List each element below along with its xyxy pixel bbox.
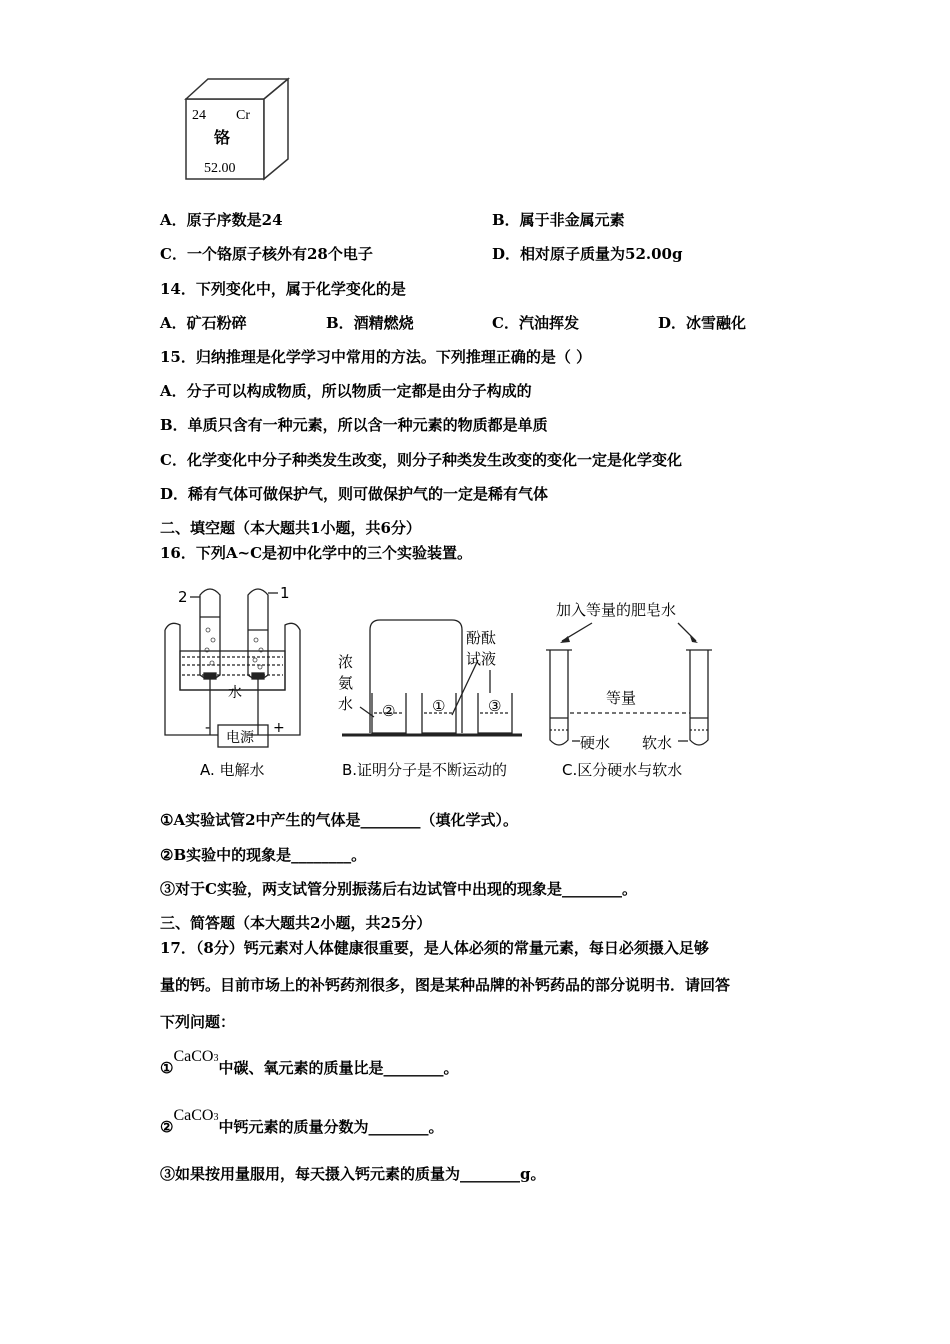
formula-subscript: 3 — [213, 1112, 219, 1123]
beaker-1-label: ① — [432, 697, 446, 715]
power-source-label: 电源 — [226, 730, 254, 746]
q17-part1 — [160, 1048, 459, 1081]
q17-line3: 下列问题： — [160, 1013, 236, 1031]
ammonia-char-1: 浓 — [338, 653, 354, 671]
element-name: 铬 — [214, 128, 231, 147]
q17-part2-number: ② — [160, 1118, 174, 1136]
chromium-element-card — [180, 75, 295, 185]
caco3-formula-2 — [173, 1107, 218, 1124]
q13-option-b: B．属于非金属元素 — [492, 211, 625, 229]
q15-option-b: B．单质只含有一种元素，所以含一种元素的物质都是单质 — [160, 416, 548, 434]
q14-option-a: A．矿石粉碎 — [160, 314, 247, 332]
tube-2-label: 2 — [178, 588, 188, 606]
q17-part2 — [160, 1107, 444, 1140]
soap-water-label: 加入等量的肥皂水 — [556, 601, 677, 619]
formula-main: CaCO — [173, 1048, 214, 1065]
q15-option-a: A．分子可以构成物质，所以物质一定都是由分子构成的 — [160, 382, 532, 400]
q17-part1-number: ① — [160, 1059, 174, 1077]
q16-part1: ①A实验试管2中产生的气体是________（填化学式）。 — [160, 811, 519, 829]
q13-option-d: D．相对原子质量为52.00g — [492, 245, 683, 263]
beaker-2-label: ② — [382, 702, 396, 720]
element-symbol: Cr — [236, 108, 250, 123]
q14-stem: 14．下列变化中，属于化学变化的是 — [160, 280, 406, 298]
experiment-figure — [160, 575, 720, 785]
formula-subscript: 3 — [213, 1053, 219, 1064]
caco3-formula-1 — [173, 1048, 218, 1065]
phenolphthalein-line-1: 酚酞 — [466, 629, 497, 647]
q17-line2: 量的钙。目前市场上的补钙药剂很多，图是某种品牌的补钙药品的部分说明书．请回答 — [160, 976, 731, 994]
q16-stem: 16．下列A~C是初中化学中的三个实验装置。 — [160, 544, 473, 562]
element-number: 24 — [192, 108, 206, 123]
section2-title: 二、填空题（本大题共1小题，共6分） — [160, 519, 421, 537]
q17-part2-text: 中钙元素的质量分数为________。 — [218, 1118, 444, 1136]
caption-b: B.证明分子是不断运动的 — [342, 761, 508, 779]
tube-1-label: 1 — [280, 584, 290, 602]
negative-label: - — [205, 720, 211, 736]
caption-c: C.区分硬水与软水 — [562, 761, 683, 779]
q17-part1-text: 中碳、氧元素的质量比是________。 — [218, 1059, 459, 1077]
phenolphthalein-line-2: 试液 — [466, 650, 497, 668]
q15-option-d: D．稀有气体可做保护气，则可做保护气的一定是稀有气体 — [160, 485, 549, 503]
soft-water-label: 软水 — [642, 734, 673, 752]
q14-option-d: D．冰雪融化 — [658, 314, 747, 332]
q16-part2: ②B实验中的现象是________。 — [160, 846, 367, 864]
q17-line1: 17．（8分）钙元素对人体健康很重要，是人体必须的常量元素，每日必须摄入足够 — [160, 939, 709, 957]
equal-amount-label: 等量 — [606, 689, 637, 707]
element-mass: 52.00 — [204, 161, 236, 176]
section3-title: 三、简答题（本大题共2小题，共25分） — [160, 914, 432, 932]
positive-label: + — [273, 720, 285, 736]
q15-option-c: C．化学变化中分子种类发生改变，则分子种类发生改变的变化一定是化学变化 — [160, 451, 682, 469]
q17-part3: ③如果按用量服用，每天摄入钙元素的质量为________g。 — [160, 1165, 546, 1183]
ammonia-char-2: 氨 — [338, 674, 354, 692]
caption-a: A. 电解水 — [200, 761, 265, 779]
hard-soft-water-apparatus — [546, 623, 712, 745]
water-label: 水 — [228, 685, 242, 701]
q13-option-a: A．原子序数是24 — [160, 211, 283, 229]
q14-option-b: B．酒精燃烧 — [326, 314, 414, 332]
q14-option-c: C．汽油挥发 — [492, 314, 579, 332]
beaker-3-label: ③ — [488, 697, 502, 715]
formula-main: CaCO — [173, 1107, 214, 1124]
q15-stem: 15．归纳推理是化学学习中常用的方法。下列推理正确的是（ ） — [160, 348, 592, 366]
hard-water-label: 硬水 — [580, 734, 611, 752]
ammonia-char-3: 水 — [338, 695, 354, 713]
q16-part3: ③对于C实验，两支试管分别振荡后右边试管中出现的现象是________。 — [160, 880, 637, 898]
q13-option-c: C．一个铬原子核外有28个电子 — [160, 245, 373, 263]
